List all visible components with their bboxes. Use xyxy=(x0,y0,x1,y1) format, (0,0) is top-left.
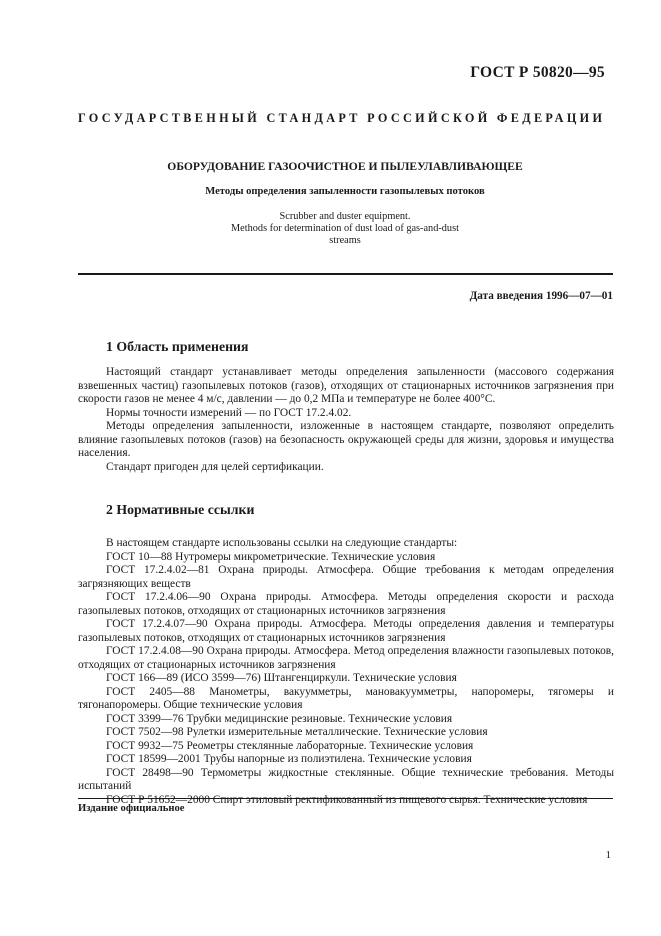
header-divider xyxy=(78,273,613,275)
paragraph: Методы определения запыленности, изложенные в настоящем стандарте, позволяют определить влияние газопылевых потоков (газов) на безопасность окружающей среды для жизни, здоровья и имущества населения. xyxy=(78,420,614,459)
introduction-date: Дата введения 1996—07—01 xyxy=(469,290,613,302)
reference-item: ГОСТ 10—88 Нутромеры микрометрические. Технические условия xyxy=(106,550,436,563)
reference-item: ГОСТ 166—89 (ИСО 3599—76) Штангенциркули. Технические условия xyxy=(106,672,457,684)
reference-item: ГОСТ 7502—98 Рулетки измерительные металлические. Технические условия xyxy=(106,726,488,738)
reference-item: ГОСТ 17.2.4.07—90 Охрана природы. Атмосфера. Методы определения давления и температуры газопылевых потоков, отходящих от стационарных источников загрязнения xyxy=(78,618,614,644)
reference-item: ГОСТ 9932—75 Реометры стеклянные лабораторные. Технические условия xyxy=(106,739,474,752)
paragraph: Нормы точности измерений — по ГОСТ 17.2.4.02. xyxy=(106,406,352,419)
document-title: ОБОРУДОВАНИЕ ГАЗООЧИСТНОЕ И ПЫЛЕУЛАВЛИВАЮЩЕЕ xyxy=(167,160,523,173)
footer-divider xyxy=(78,798,613,799)
section-2-body xyxy=(78,537,614,807)
reference-item: ГОСТ 28498—90 Термометры жидкостные стеклянные. Общие технические требования. Методы испытаний xyxy=(78,766,614,792)
english-title-line: Methods for determination of dust load of gas-and-dust xyxy=(231,223,459,235)
edition-label: Издание официальное xyxy=(78,803,185,814)
state-standard-banner: ГОСУДАРСТВЕННЫЙ СТАНДАРТ РОССИЙСКОЙ ФЕДЕРАЦИИ xyxy=(78,111,606,125)
english-title-line: Scrubber and duster equipment. xyxy=(279,211,411,222)
document-subtitle: Методы определения запыленности газопылевых потоков xyxy=(205,186,485,197)
reference-item: ГОСТ 18599—2001 Трубы напорные из полиэтилена. Технические условия xyxy=(106,753,472,765)
reference-item: ГОСТ 17.2.4.06—90 Охрана природы. Атмосфера. Методы определения скорости и расхода газопылевых потоков, отходящих от стационарных источников загрязнения xyxy=(78,591,614,617)
reference-item: ГОСТ 17.2.4.08—90 Охрана природы. Атмосфера. Метод определения влажности газопылевых потоков, отходящих от стационарных источников загрязнения xyxy=(78,645,614,671)
reference-item: ГОСТ 17.2.4.02—81 Охрана природы. Атмосфера. Общие требования к методам определения загрязняющих веществ xyxy=(78,564,614,590)
english-title xyxy=(78,211,612,248)
reference-item: ГОСТ 2405—88 Манометры, вакуумметры, мановакуумметры, напоромеры, тягомеры и тягонапоромеры. Общие технические условия xyxy=(78,685,614,711)
english-title-line: streams xyxy=(329,235,361,247)
page-number: 1 xyxy=(605,849,611,861)
section-1-body xyxy=(78,366,614,474)
section-1-heading: 1 Область применения xyxy=(106,339,249,354)
paragraph: Настоящий стандарт устанавливает методы определения запыленности (массового содержания взвешенных частиц) газопылевых потоков (газов), отходящих от стационарных источников загрязнения при скорости газов не менее 4 м/с, давлении — до 0,2 МПа и температуре не более 400°C. xyxy=(78,366,614,405)
references-intro: В настоящем стандарте использованы ссылки на следующие стандарты: xyxy=(106,537,458,549)
reference-item: ГОСТ Р 51652—2000 Спирт этиловый ректификованный из пищевого сырья. Технические условия xyxy=(106,793,588,806)
section-2-heading: 2 Нормативные ссылки xyxy=(106,502,255,517)
gost-number: ГОСТ Р 50820—95 xyxy=(470,64,605,81)
paragraph: Стандарт пригоден для целей сертификации. xyxy=(106,460,324,473)
reference-item: ГОСТ 3399—76 Трубки медицинские резиновые. Технические условия xyxy=(106,712,453,725)
